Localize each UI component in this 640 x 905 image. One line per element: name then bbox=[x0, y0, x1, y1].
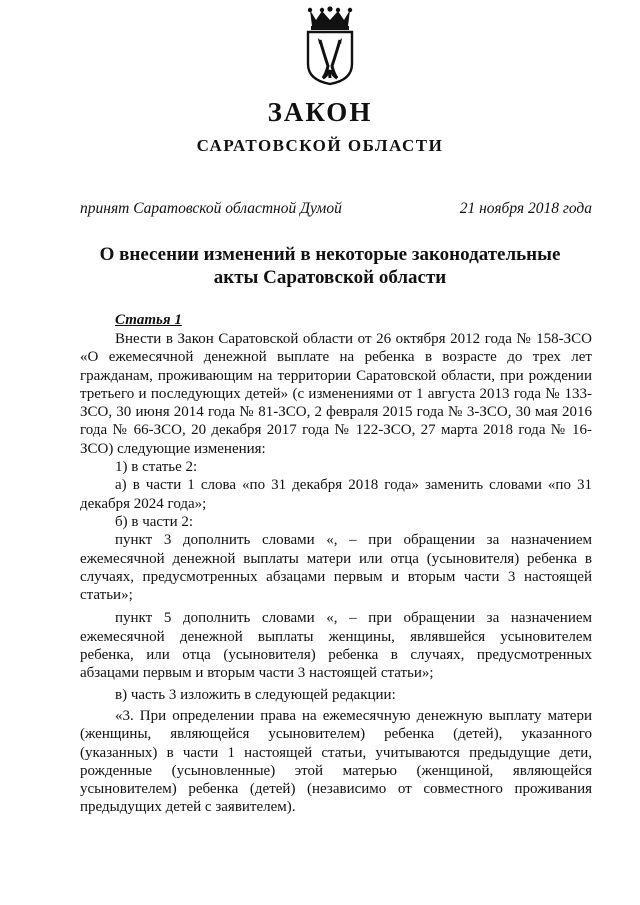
article-title: Статья 1 bbox=[115, 312, 182, 328]
adopted-by: принят Саратовской областной Думой bbox=[80, 200, 342, 217]
law-heading-line: О внесении изменений в некоторые законодательные bbox=[99, 244, 561, 265]
law-heading-line: акты Саратовской области bbox=[213, 267, 447, 288]
paragraph: а) в части 1 слова «по 31 декабря 2018 года» заменить словами «по 31 декабря 2024 года»; bbox=[80, 477, 592, 512]
paragraph: Внести в Закон Саратовской области от 26 октября 2012 года № 158-ЗСО «О ежемесячной денежной выплате на ребенка в возрасте до трех лет гражданам, проживающим на территории Саратовской области, при рождении третьего и последующих детей» (с изменениями от 1 августа 2013 года № 133-ЗСО, 30 июня 2014 года № 81-ЗСО, 2 февраля 2015 года № 3-ЗСО, 30 мая 2016 года № 66-ЗСО, 20 декабря 2017 года № 122-ЗСО, 27 марта 2018 года № 16-ЗСО) следующие изменения: bbox=[80, 331, 592, 457]
document-body bbox=[80, 310, 592, 817]
paragraph: пункт 3 дополнить словами «, – при обращении за назначением ежемесячной денежной выплаты матери или отца (усыновителя) ребенка в случаях, предусмотренных абзацами первым и вторым части 3 настоящей статьи»; bbox=[80, 532, 592, 604]
adopted-date: 21 ноября 2018 года bbox=[459, 200, 592, 217]
paragraph: пункт 5 дополнить словами «, – при обращении за назначением ежемесячной денежной выплаты женщины, являвшейся усыновителем ребенка, или отца (усыновителя) ребенка в случаях, предусмотренных абзацами первым и вторым части 3 настоящей статьи»; bbox=[80, 610, 592, 682]
saratov-coat-of-arms-icon bbox=[302, 6, 358, 86]
document-subtitle: САРАТОВСКОЙ ОБЛАСТИ bbox=[196, 136, 444, 155]
document-title: ЗАКОН bbox=[267, 97, 373, 127]
paragraph: б) в части 2: bbox=[115, 513, 194, 530]
paragraph: в) часть 3 изложить в следующей редакции: bbox=[115, 686, 396, 703]
law-heading bbox=[60, 243, 600, 289]
paragraph: «3. При определении права на ежемесячную денежную выплату матери (женщины, являющейся усыновителем) ребенка (детей), указанного (указанных) в части 1 настоящей статьи, учитываются предыдущие дети, рожденные (усыновленные) этой матерью (женщиной, являющейся усыновителем) ребенка (детей) (независимо от совместного проживания предыдущих детей с заявителем). bbox=[80, 707, 592, 816]
paragraph: 1) в статье 2: bbox=[115, 459, 198, 476]
